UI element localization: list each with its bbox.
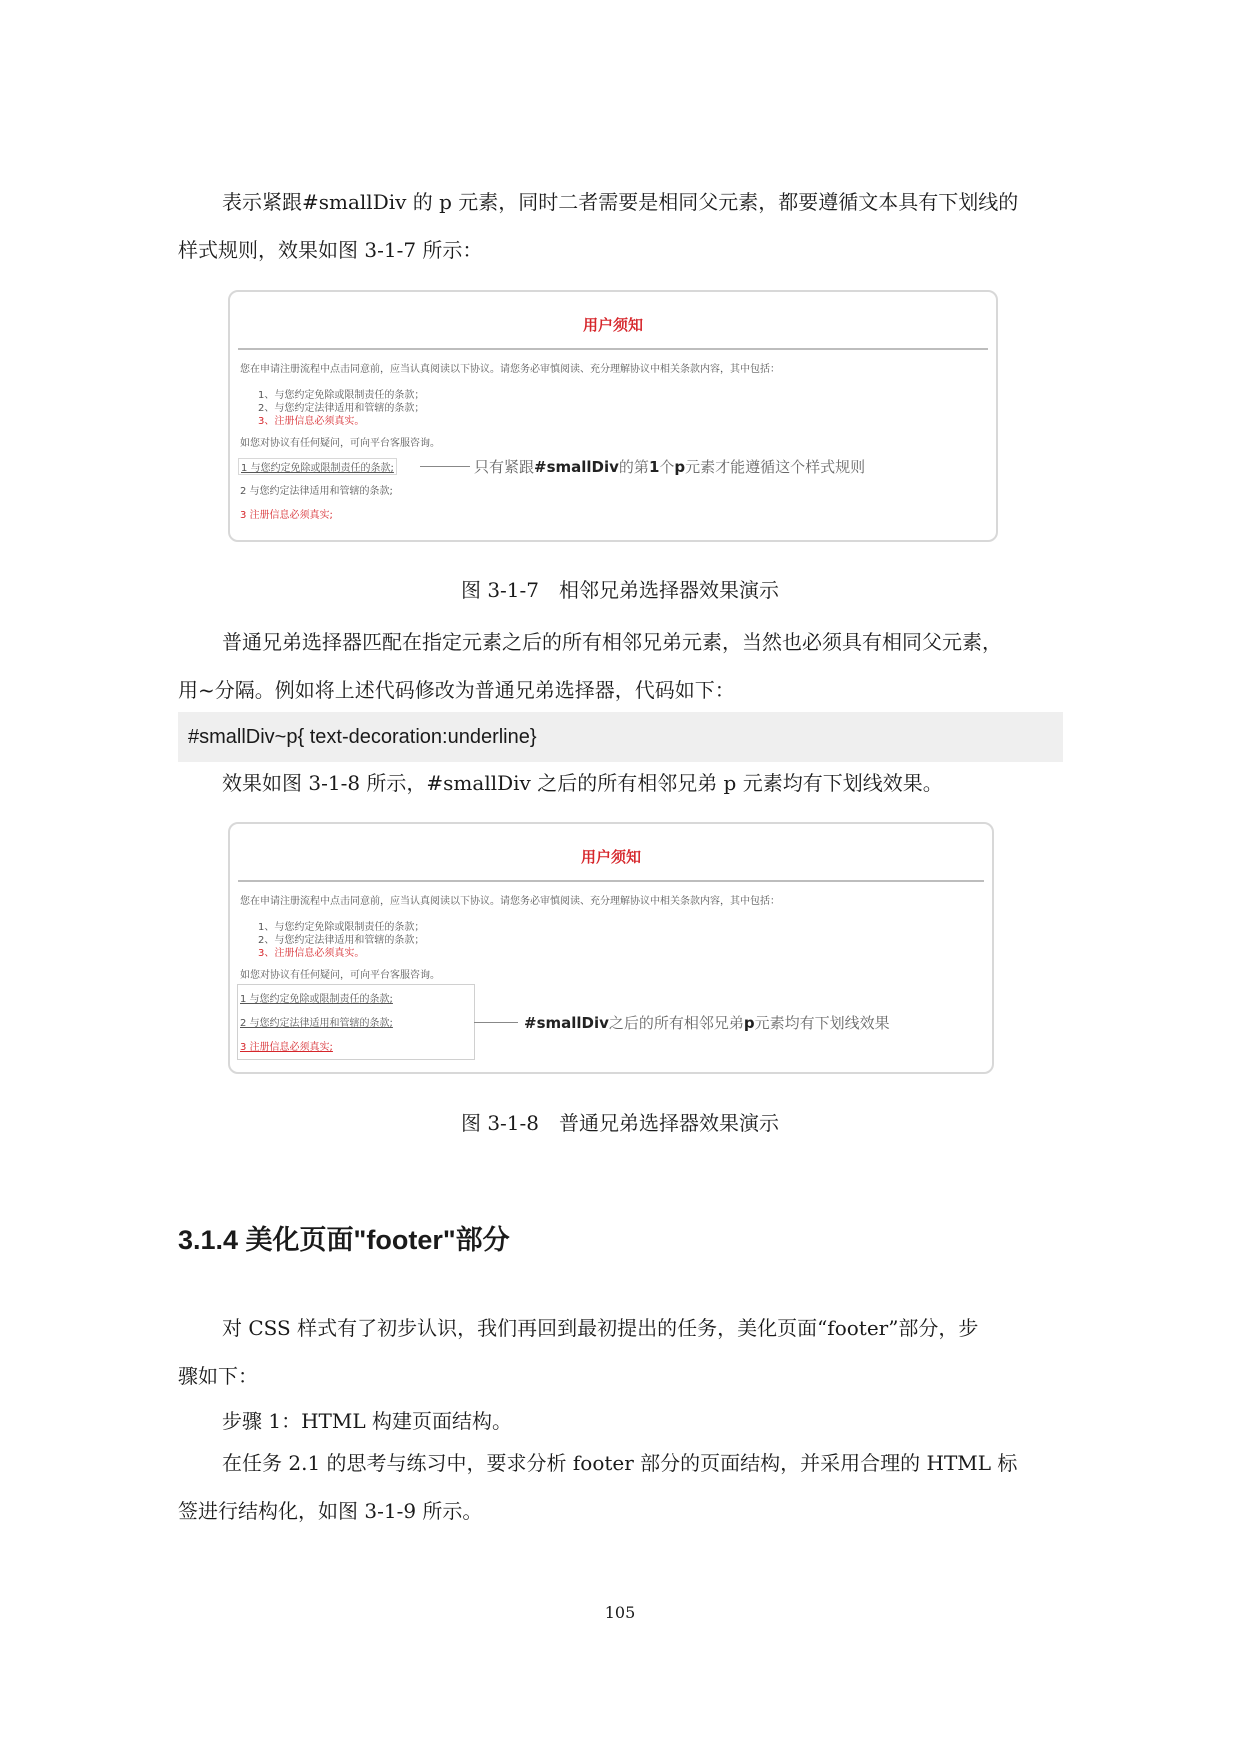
figure-item-underlined: 3 注册信息必须真实; (240, 1042, 333, 1053)
paragraph-line: 签进行结构化，如图 3-1-9 所示。 (178, 1499, 483, 1523)
figure-title: 用户须知 (582, 316, 643, 334)
figure-list-item: 2、与您约定法律适用和管辖的条款； (258, 935, 425, 946)
figure-question: 如您对协议有任何疑问，可向平台客服咨询。 (240, 438, 440, 449)
paragraph-task-intro (178, 1304, 1063, 1400)
paragraph-line: 普通兄弟选择器匹配在指定元素之后的所有相邻兄弟元素，当然也必须具有相同父元素， (222, 630, 1002, 654)
figure-question: 如您对协议有任何疑问，可向平台客服咨询。 (240, 970, 440, 981)
paragraph-step-1: 步骤 1：HTML 构建页面结构。 (222, 1409, 512, 1433)
annotation-note: 只有紧跟#smallDiv的第1个p元素才能遵循这个样式规则 (474, 458, 866, 476)
figure-list-item: 3、注册信息必须真实。 (258, 948, 365, 959)
figure-item: 3 注册信息必须真实; (240, 510, 333, 521)
paragraph-line: 骤如下： (178, 1364, 258, 1388)
section-heading: 3.1.4 美化页面"footer"部分 (178, 1225, 510, 1255)
paragraph-line: 在任务 2.1 的思考与练习中，要求分析 footer 部分的页面结构，并采用合理的 HTML 标 (222, 1451, 1018, 1475)
paragraph-line: 对 CSS 样式有了初步认识，我们再回到最初提出的任务，美化页面“footer”部分，步 (222, 1316, 979, 1340)
figure-list-item: 1、与您约定免除或限制责任的条款； (258, 390, 425, 401)
figure-item-underlined: 1 与您约定免除或限制责任的条款; (238, 458, 397, 475)
figure-list-item: 2、与您约定法律适用和管辖的条款； (258, 403, 425, 414)
figure-3-1-8 (228, 822, 994, 1074)
annotation-connector (420, 466, 470, 467)
paragraph-general-sibling-desc (178, 618, 1063, 714)
paragraph-structure-desc (178, 1439, 1063, 1535)
divider (238, 348, 988, 350)
figure-item: 2 与您约定法律适用和管辖的条款; (240, 486, 393, 497)
figure-caption: 图 3-1-8 普通兄弟选择器效果演示 (460, 1111, 780, 1135)
paragraph-line: 用~分隔。例如将上述代码修改为普通兄弟选择器，代码如下： (178, 678, 735, 702)
figure-caption: 图 3-1-7 相邻兄弟选择器效果演示 (460, 578, 780, 602)
figure-intro: 您在申请注册流程中点击同意前，应当认真阅读以下协议。请您务必审慎阅读、充分理解协议中相关条款内容，其中包括： (240, 364, 780, 375)
figure-3-1-7 (228, 290, 998, 542)
figure-list-item: 1、与您约定免除或限制责任的条款； (258, 922, 425, 933)
code-block: #smallDiv~p{ text-decoration:underline} (178, 712, 1063, 762)
paragraph-effect-desc: 效果如图 3-1-8 所示，#smallDiv 之后的所有相邻兄弟 p 元素均有下划线效果。 (222, 771, 943, 795)
figure-item-underlined: 2 与您约定法律适用和管辖的条款; (240, 1018, 393, 1029)
divider (238, 880, 984, 882)
figure-intro: 您在申请注册流程中点击同意前，应当认真阅读以下协议。请您务必审慎阅读、充分理解协议中相关条款内容，其中包括： (240, 896, 780, 907)
paragraph-line: 样式规则，效果如图 3-1-7 所示： (178, 238, 483, 262)
annotation-connector (474, 1022, 518, 1023)
figure-title: 用户须知 (580, 848, 641, 866)
paragraph-line: 表示紧跟#smallDiv 的 p 元素，同时二者需要是相同父元素，都要遵循文本具有下划线的 (222, 190, 1019, 214)
figure-item-underlined: 1 与您约定免除或限制责任的条款; (240, 994, 393, 1005)
figure-list-item: 3、注册信息必须真实。 (258, 416, 365, 427)
annotation-note: #smallDiv之后的所有相邻兄弟p元素均有下划线效果 (524, 1014, 890, 1032)
page-number: 105 (604, 1603, 636, 1622)
paragraph-adjacent-sibling-desc (178, 178, 1063, 274)
